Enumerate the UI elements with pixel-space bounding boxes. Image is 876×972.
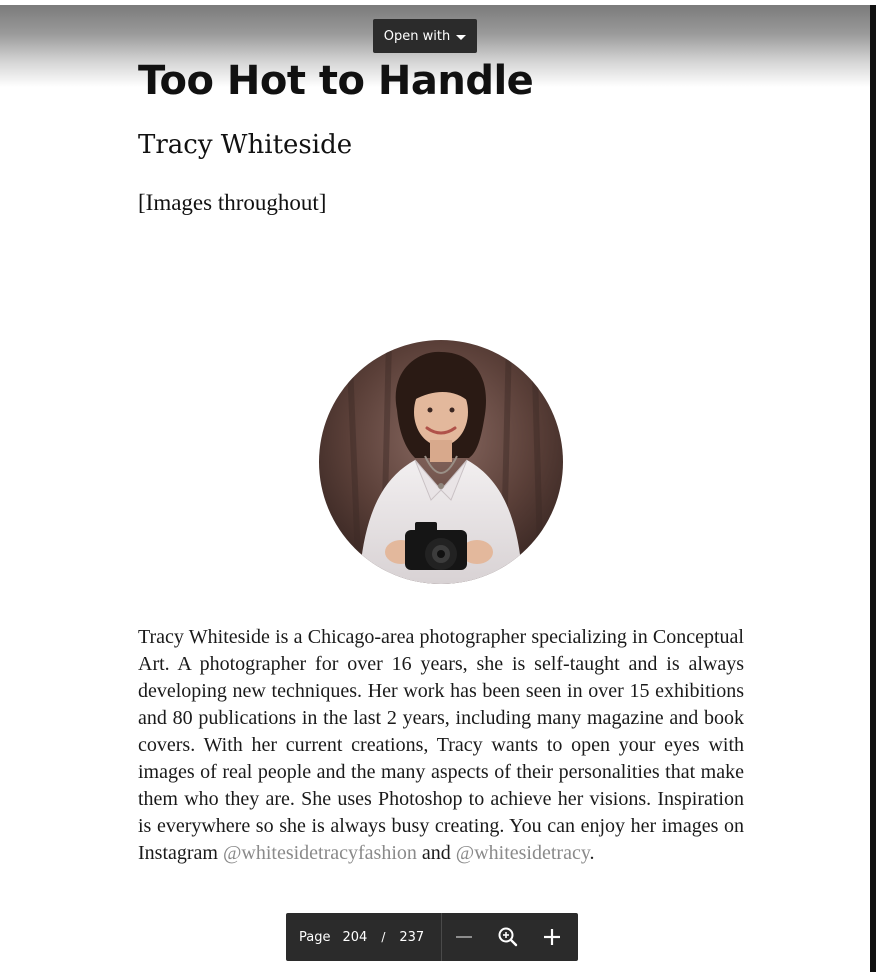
plus-icon xyxy=(542,927,562,947)
document-title: Too Hot to Handle xyxy=(138,58,534,104)
open-with-label: Open with xyxy=(383,28,451,44)
minus-icon xyxy=(455,928,473,946)
bio-text: Tracy Whiteside is a Chicago-area photographer specializing in Conceptual Art. A photographer for over 16 years, she is self-taught and is always developing new techniques. Her work has been seen in over 15 exhibitions and 80 publications in the last 2 years, including many magazine and book covers. With her current creations, Tracy wants to open your eyes with images of real people and the many aspects of their personalities that make them who they are. She uses Photoshop to achieve her visions. Inspiration is everywhere so she is always busy creating. You can enjoy her images on Instagram xyxy=(138,626,744,864)
zoom-in-button[interactable] xyxy=(530,913,574,961)
page-indicator xyxy=(286,913,441,961)
caret-down-icon xyxy=(456,35,466,40)
page-label: Page xyxy=(299,929,331,945)
author-portrait-image xyxy=(319,340,563,584)
open-with-button[interactable] xyxy=(373,19,477,53)
magnifier-zoom-icon xyxy=(497,926,519,948)
images-note: [Images throughout] xyxy=(138,190,327,215)
instagram-handle-main[interactable]: @whitesidetracy xyxy=(455,842,590,864)
current-page-number[interactable]: 204 xyxy=(342,929,368,945)
total-pages: 237 xyxy=(399,929,425,945)
author-bio xyxy=(138,624,744,867)
bio-end-punct: . xyxy=(589,842,595,864)
viewer-scrollbar-edge[interactable] xyxy=(870,5,876,972)
author-name: Tracy Whiteside xyxy=(138,130,353,160)
instagram-handle-fashion[interactable]: @whitesidetracyfashion xyxy=(222,842,417,864)
author-portrait xyxy=(319,340,563,584)
bio-and: and xyxy=(421,842,451,864)
page-toolbar xyxy=(286,913,578,961)
zoom-out-button[interactable] xyxy=(442,913,486,961)
page-separator: / xyxy=(381,930,386,944)
zoom-button[interactable] xyxy=(486,913,530,961)
